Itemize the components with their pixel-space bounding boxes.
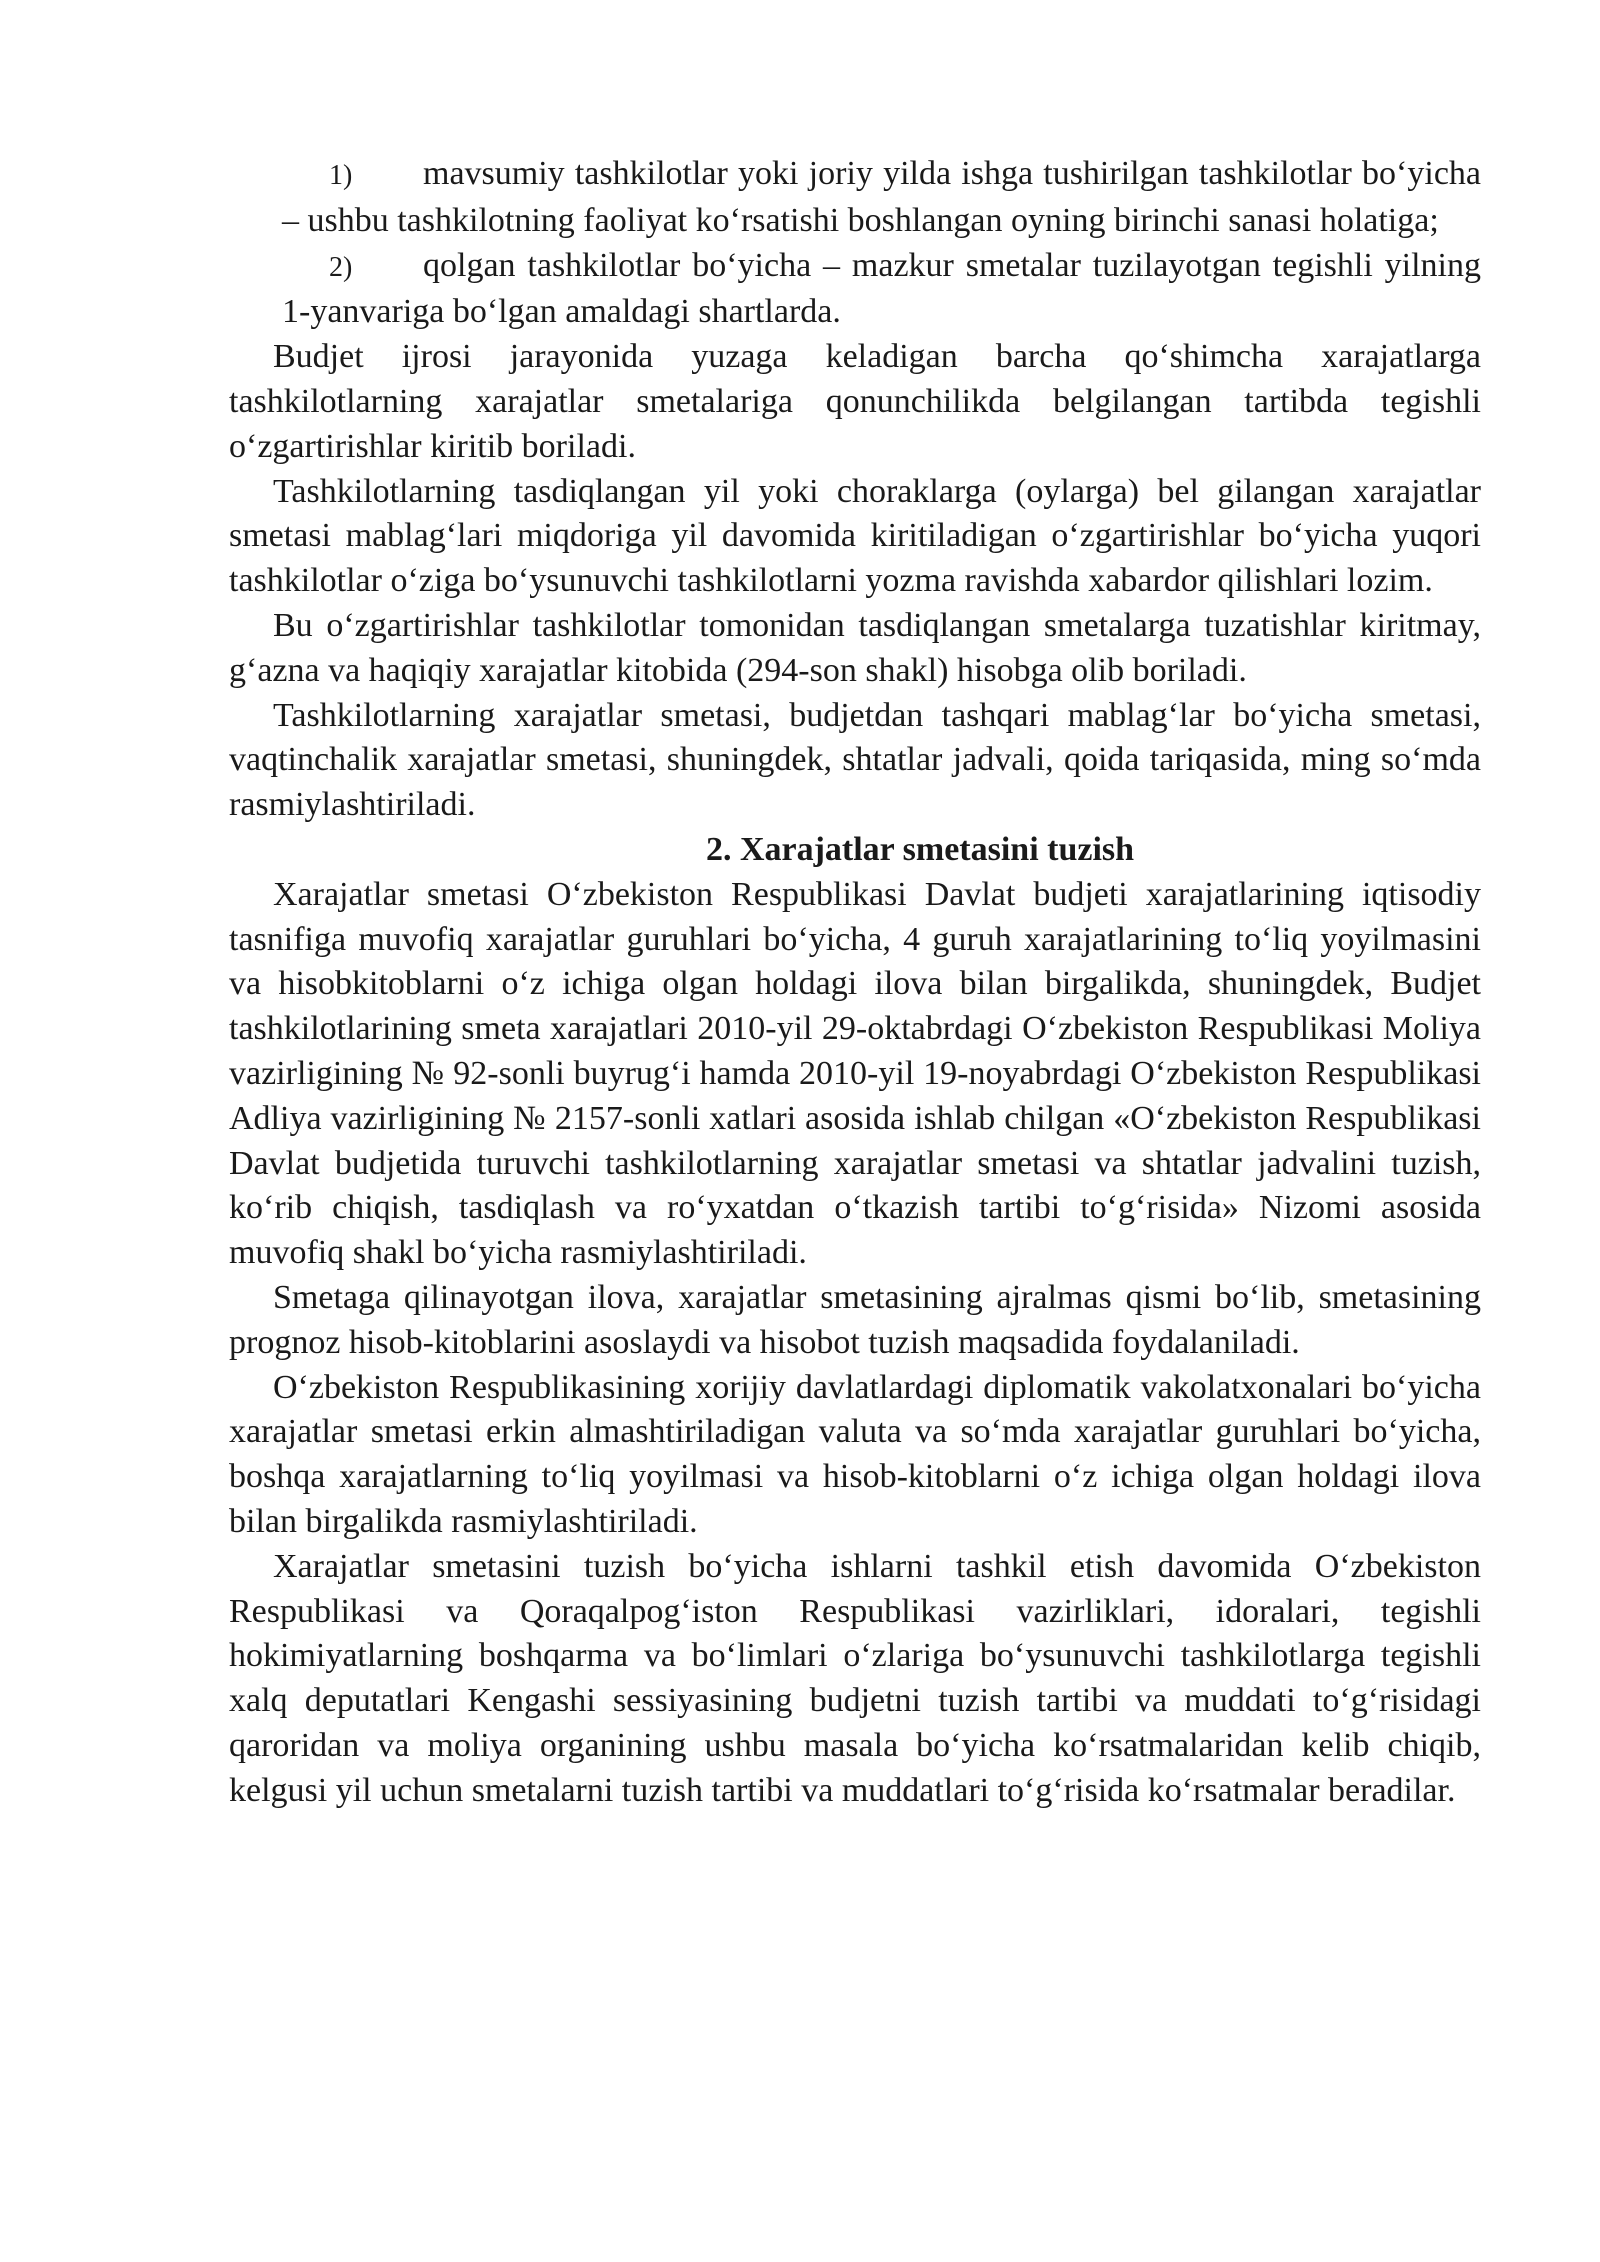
- paragraph: Xarajatlar smetasini tuzish bo‘yicha ishlarni tashkil etish davomida O‘zbekiston Respublikasi va Qoraqalpog‘iston Respublikasi vazirliklari, idoralari, tegishli hokimiyatlarning boshqarma va bo‘limlari o‘zlariga bo‘ysunuvchi tashkilotlarga tegishli xalq deputatlari Kengashi sessiyasining budjetni tuzish tartibi va muddati to‘g‘risidagi qaroridan va moliya organining ushbu masala bo‘yicha ko‘rsatmalaridan kelib chiqib, kelgusi yil uchun smetalarni tuzish tartibi va muddatlari to‘g‘risida ko‘rsatmalar beradilar.: [229, 1547, 1481, 1809]
- paragraph: Bu o‘zgartirishlar tashkilotlar tomonidan tasdiqlangan smetalarga tuzatishlar kiritmay, g‘azna va haqiqiy xarajatlar kitobida (294-son shakl) hisobga olib boriladi.: [229, 606, 1481, 689]
- paragraph: Tashkilotlarning tasdiqlangan yil yoki choraklarga (oylarga) bel gilangan xarajatlar smetasi mablag‘lari miqdoriga yil davomida kiritiladigan o‘zgartirishlar bo‘yicha yuqori tashkilotlar o‘ziga bo‘ysunuvchi tashkilotlarni yozma ravishda xabardor qilishlari lozim.: [229, 472, 1481, 600]
- paragraph: Xarajatlar smetasi O‘zbekiston Respublikasi Davlat budjeti xarajatlarining iqtisodiy tasnifiga muvofiq xarajatlar guruhlari bo‘yicha, 4 guruh xarajatlarining to‘liq yoyilmasini va hisobkitoblarni o‘z ichiga olgan holdagi ilova bilan birgalikda, shuningdek, Budjet tashkilotlarining smeta xarajatlari 2010-yil 29-oktabrdagi O‘zbekiston Respublikasi Moliya vazirligining № 92-sonli buyrug‘i hamda 2010-yil 19-noyabrdagi O‘zbekiston Respublikasi Adliya vazirligining № 2157-sonli xatlari asosida ishlab chilgan «O‘zbekiston Respublikasi Davlat budjetida turuvchi tashkilotlarning xarajatlar smetasi va shtatlar jadvalini tuzish, ko‘rib chiqish, tasdiqlash va ro‘yxatdan o‘tkazish tartibi to‘g‘risida» Nizomi asosida muvofiq shakl bo‘yicha rasmiylashtiriladi.: [229, 875, 1481, 1272]
- list-item-number: 1): [329, 160, 353, 191]
- list-item-number: 2): [329, 251, 353, 283]
- list-item-text: mavsumiy tashkilotlar yoki joriy yilda ishga tushirilgan tashkilotlar bo‘yicha – ushbu tashkilotning faoliyat ko‘rsatishi boshlangan oyning birinchi sanasi holatiga;: [282, 155, 1481, 239]
- list-item: [282, 244, 1481, 336]
- paragraph: O‘zbekiston Respublikasining xorijiy davlatlardagi diplomatik vakolatxonalari bo‘yicha xarajatlar smetasi erkin almashtiriladigan valuta va so‘mda xarajatlar guruhlari bo‘yicha, boshqa xarajatlarning to‘liq yoyilmasi va hisob-kitoblarni o‘z ichiga olgan holdagi ilova bilan birgalikda rasmiylashtiriladi.: [229, 1368, 1481, 1540]
- section-heading: 2. Xarajatlar smetasini tuzish: [705, 830, 1135, 868]
- paragraph: Smetaga qilinayotgan ilova, xarajatlar smetasining ajralmas qismi bo‘lib, smetasining prognoz hisob-kitoblarini asoslaydi va hisobot tuzish maqsadida foydalaniladi.: [229, 1278, 1481, 1361]
- document-page: [229, 152, 1481, 1813]
- list-item: [282, 152, 1481, 244]
- paragraph: Budjet ijrosi jarayonida yuzaga keladigan barcha qo‘shimcha xarajatlarga tashkilotlarning xarajatlar smetalariga qonunchilikda belgilangan tartibda tegishli o‘zgartirishlar kiritib boriladi.: [229, 338, 1481, 465]
- list-item-text: qolgan tashkilotlar bo‘yicha – mazkur smetalar tuzilayotgan tegishli yilning 1-yanvariga bo‘lgan amaldagi shartlarda.: [282, 246, 1481, 331]
- paragraph: Tashkilotlarning xarajatlar smetasi, budjetdan tashqari mablag‘lar bo‘yicha smetasi, vaqtinchalik xarajatlar smetasi, shuningdek, shtatlar jadvali, qoida tariqasida, ming so‘mda rasmiylashtiriladi.: [229, 696, 1481, 824]
